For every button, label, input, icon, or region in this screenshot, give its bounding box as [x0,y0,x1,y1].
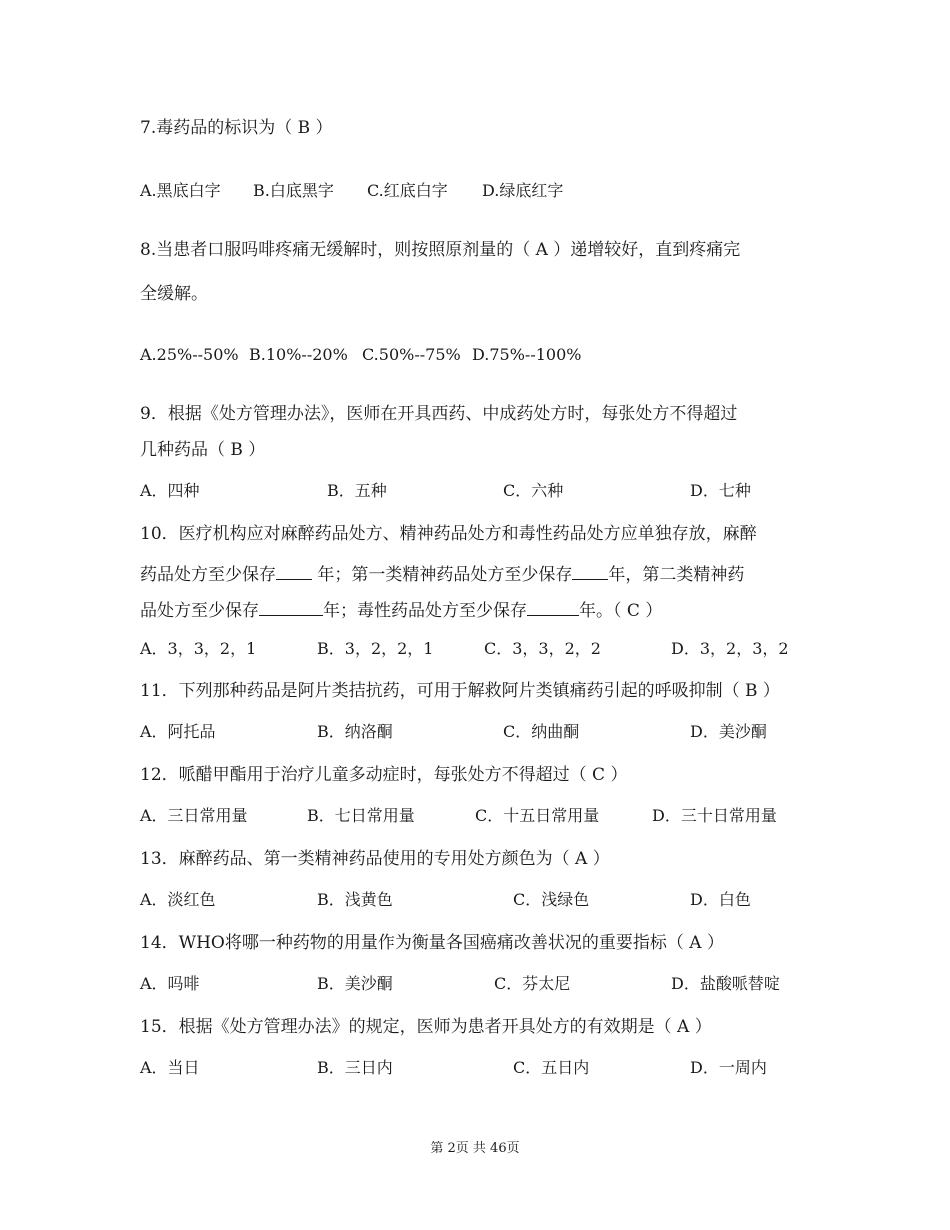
q7-option-a: A.黑底白字 [140,181,221,200]
q10-option-c: C．3，3，2，2 [484,639,601,658]
q10-line2-text-b: 年；第一类精神药品处方至少保存 [317,565,573,585]
q8-option-c: C.50%--75% [362,345,461,364]
q10-line2-text-a: 药品处方至少保存 [140,565,276,585]
q13-option-b: B．浅黄色 [317,890,393,909]
q10-option-b: B．3，2，2，1 [317,639,434,658]
q9-option-a: A．四种 [140,481,200,500]
q15-option-c: C．五日内 [513,1058,590,1077]
fill-blank [572,561,608,580]
q8-option-b: B.10%--20% [249,345,348,364]
page-footer: 第 2页 共 46页 [430,1141,520,1156]
question-10-stem-line3 [140,597,662,622]
q12-option-a: A．三日常用量 [140,806,248,825]
q9-option-c: C．六种 [503,481,564,500]
question-7-stem: 7.毒药品的标识为（ B ） [140,118,333,138]
q11-option-b: B．纳洛酮 [317,722,393,741]
q7-option-c: C.红底白字 [367,181,448,200]
question-10-stem-line2 [140,561,744,586]
q15-option-a: A．当日 [140,1058,200,1077]
question-8-stem-line1: 8.当患者口服吗啡疼痛无缓解时，则按照原剂量的（ A ）递增较好，直到疼痛完 [140,240,741,260]
q13-option-c: C．浅绿色 [513,890,590,909]
q10-line3-text-c: 年。（ C ） [579,601,663,621]
q15-option-b: B．三日内 [317,1058,393,1077]
question-9-stem-line2: 几种药品（ B ） [140,440,266,460]
q10-line2-text-c: 年，第二类精神药 [608,565,745,585]
q14-option-d: D．盐酸哌替啶 [671,974,780,993]
fill-blank [259,597,323,616]
q12-option-c: C．十五日常用量 [475,806,600,825]
q10-line3-text-b: 年；毒性药品处方至少保存 [323,601,527,621]
question-11-stem: 11．下列那种药品是阿片类拮抗药，可用于解救阿片类镇痛药引起的呼吸抑制（ B ） [140,681,780,701]
fill-blank [527,597,579,616]
q7-option-d: D.绿底红字 [482,181,564,200]
q8-option-a: A.25%--50% [140,345,239,364]
q10-line3-text-a: 品处方至少保存 [140,601,259,621]
q12-option-b: B．七日常用量 [307,806,415,825]
q11-option-c: C．纳曲酮 [503,722,580,741]
q14-option-a: A．吗啡 [140,974,200,993]
q9-option-d: D．七种 [690,481,751,500]
q7-option-b: B.白底黑字 [253,181,334,200]
q14-option-b: B．美沙酮 [317,974,393,993]
q12-option-d: D．三十日常用量 [652,806,777,825]
q13-option-a: A．淡红色 [140,890,216,909]
q9-option-b: B．五种 [327,481,387,500]
question-8-stem-line2: 全缓解。 [140,284,208,304]
question-15-stem: 15．根据《处方管理办法》的规定，医师为患者开具处方的有效期是（ A ） [140,1017,712,1037]
q14-option-c: C．芬太尼 [494,974,571,993]
q13-option-d: D．白色 [690,890,751,909]
q11-option-a: A．阿托品 [140,722,216,741]
question-14-stem: 14．WHO将哪一种药物的用量作为衡量各国癌痛改善状况的重要指标（ A ） [140,933,724,953]
q15-option-d: D．一周内 [690,1058,767,1077]
q10-option-a: A．3，3，2，1 [140,639,257,658]
q10-option-d: D．3，2，3，2 [671,639,789,658]
question-9-stem-line1: 9．根据《处方管理办法》，医师在开具西药、中成药处方时，每张处方不得超过 [140,404,738,424]
q8-option-d: D.75%--100% [472,345,582,364]
question-12-stem: 12．哌醋甲酯用于治疗儿童多动症时，每张处方不得超过（ C ） [140,765,628,785]
question-13-stem: 13．麻醉药品、第一类精神药品使用的专用处方颜色为（ A ） [140,849,610,869]
question-10-stem-line1: 10．医疗机构应对麻醉药品处方、精神药品处方和毒性药品处方应单独存放，麻醉 [140,524,757,544]
fill-blank [276,561,312,580]
q11-option-d: D．美沙酮 [690,722,767,741]
